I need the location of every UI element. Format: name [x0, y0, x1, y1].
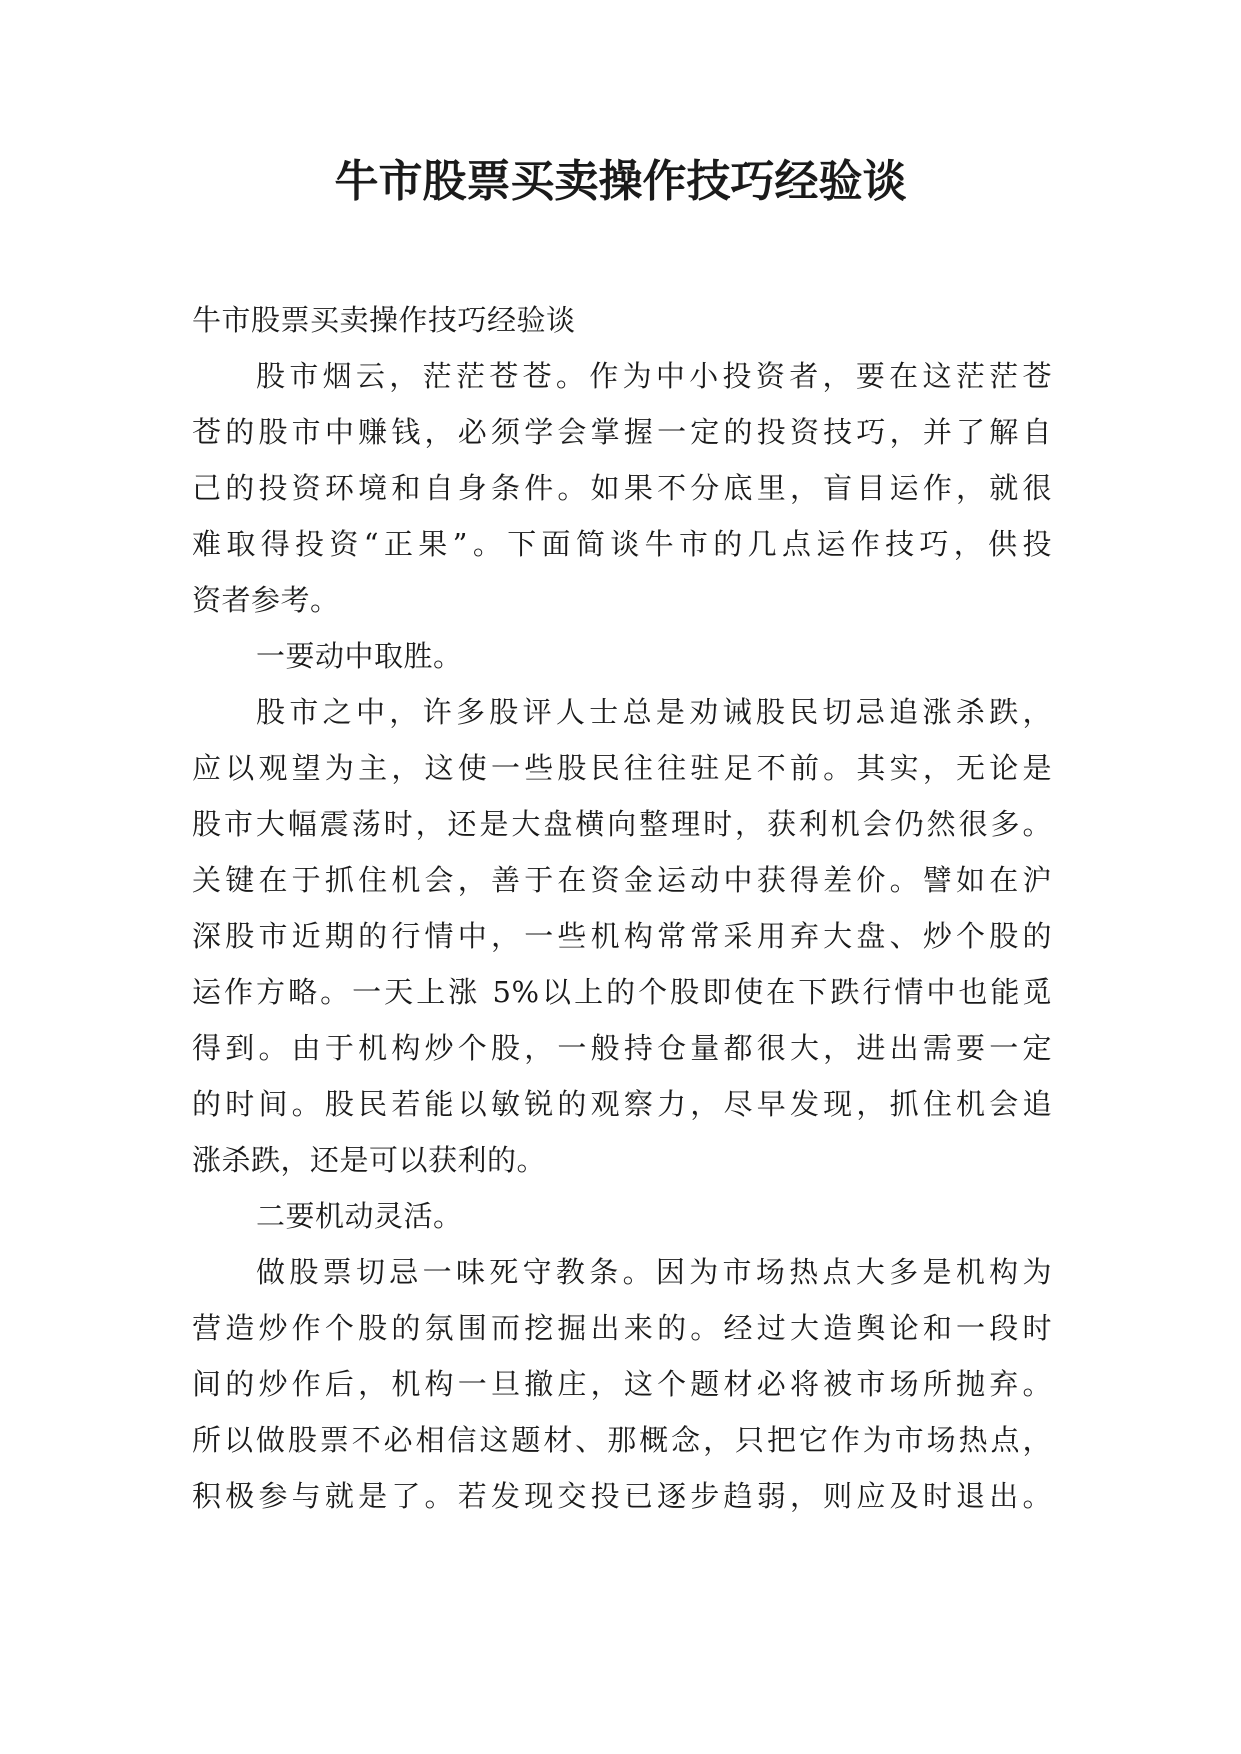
text-line: 做股票切忌一味死守教条。因为市场热点大多是机构为 [256, 1255, 1052, 1289]
text-line: 股市之中，许多股评人士总是劝诫股民切忌追涨杀跌， [256, 695, 1052, 729]
text-line: 应以观望为主，这使一些股民往往驻足不前。其实，无论是 [192, 751, 1052, 785]
text-line: 得到。由于机构炒个股，一般持仓量都很大，进出需要一定 [192, 1031, 1052, 1065]
text-line: 运作方略。一天上涨 5%以上的个股即使在下跌行情中也能觅 [192, 975, 1052, 1009]
text-line: 深股市近期的行情中，一些机构常常采用弃大盘、炒个股的 [192, 919, 1052, 953]
text-line: 股市大幅震荡时，还是大盘横向整理时，获利机会仍然很多。 [192, 807, 1052, 841]
text-line-subtitle: 牛市股票买卖操作技巧经验谈 [192, 303, 576, 337]
document-title: 牛市股票买卖操作技巧经验谈 [334, 156, 907, 207]
text-line: 股市烟云，茫茫苍苍。作为中小投资者，要在这茫茫苍 [256, 359, 1052, 393]
text-line: 关键在于抓住机会，善于在资金运动中获得差价。譬如在沪 [192, 863, 1052, 897]
text-line: 涨杀跌，还是可以获利的。 [192, 1143, 547, 1177]
text-line: 苍的股市中赚钱，必须学会掌握一定的投资技巧，并了解自 [192, 415, 1052, 449]
text-line: 的时间。股民若能以敏锐的观察力，尽早发现，抓住机会追 [192, 1087, 1052, 1121]
section-heading: 一要动中取胜。 [256, 639, 463, 673]
section-heading: 二要机动灵活。 [256, 1199, 463, 1233]
document-body [192, 292, 1052, 1524]
text-line: 间的炒作后，机构一旦撤庄，这个题材必将被市场所抛弃。 [192, 1367, 1052, 1401]
text-line: 营造炒作个股的氛围而挖掘出来的。经过大造舆论和一段时 [192, 1311, 1052, 1345]
text-line: 积极参与就是了。若发现交投已逐步趋弱，则应及时退出。 [192, 1479, 1052, 1513]
text-line: 难取得投资“正果”。下面简谈牛市的几点运作技巧，供投 [192, 527, 1052, 561]
text-line: 己的投资环境和自身条件。如果不分底里，盲目运作，就很 [192, 471, 1052, 505]
text-line: 资者参考。 [192, 583, 340, 617]
text-line: 所以做股票不必相信这题材、那概念，只把它作为市场热点， [192, 1423, 1052, 1457]
